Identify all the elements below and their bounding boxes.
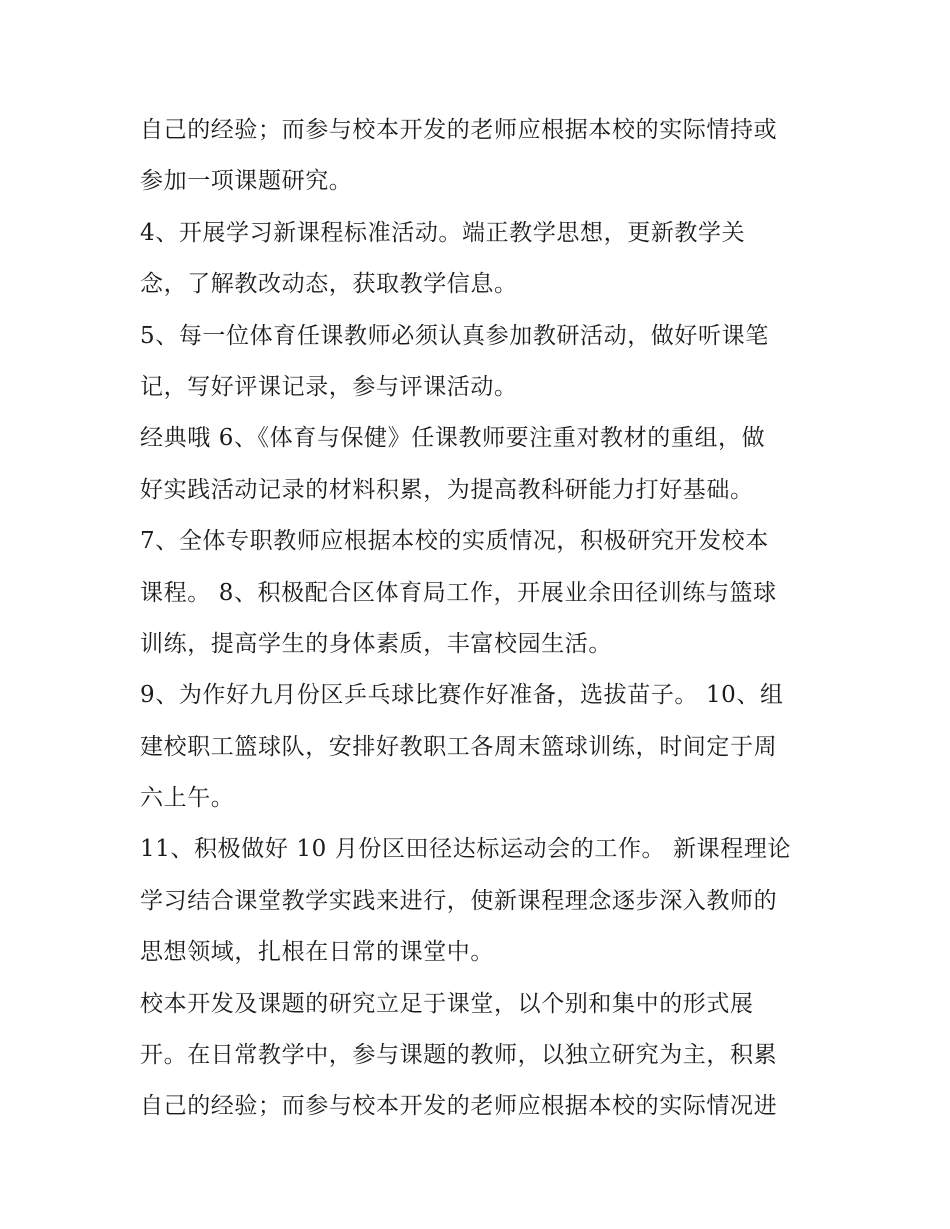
text-line: 5、每一位体育任课教师必须认真参加教研活动，做好听课笔 (140, 322, 769, 349)
text-line: 记，写好评课记录，参与评课活动。 (140, 373, 518, 400)
text-line: 11、积极做好 10 月份区田径达标运动会的工作。 新课程理论 (140, 836, 792, 863)
text-line: 建校职工篮球队，安排好教职工各周末篮球训练，时间定于周 (140, 733, 778, 760)
text-line: 4、开展学习新课程标准活动。端正教学思想，更新教学关 (140, 219, 746, 246)
text-line: 开。在日常教学中，参与课题的教师，以独立研究为主，积累 (140, 1042, 778, 1069)
text-line: 7、全体专职教师应根据本校的实质情况，积极研究开发校本 (140, 528, 769, 555)
text-line: 校本开发及课题的研究立足于课堂，以个别和集中的形式展 (140, 990, 754, 1017)
text-line: 自己的经验；而参与校本开发的老师应根据本校的实际情况进 (140, 1093, 778, 1120)
text-line: 学习结合课堂教学实践来进行，使新课程理念逐步深入教师的 (140, 887, 778, 914)
text-line: 念，了解教改动态，获取教学信息。 (140, 271, 518, 298)
text-line: 自己的经验；而参与校本开发的老师应根据本校的实际情持或 (140, 117, 778, 143)
text-line: 思想领域，扎根在日常的课堂中。 (140, 939, 494, 966)
text-line: 参加一项课题研究。 (140, 168, 353, 195)
text-line: 9、为作好九月份区乒乓球比赛作好准备，选拔苗子。 10、组 (140, 682, 784, 709)
text-line: 经典哦 6、《体育与保健》任课教师要注重对教材的重组，做 (140, 425, 766, 452)
text-line: 课程。 8、积极配合区体育局工作，开展业余田径训练与篮球 (140, 579, 777, 606)
text-line: 训练，提高学生的身体素质，丰富校园生活。 (140, 630, 612, 657)
document-body (140, 105, 820, 1133)
text-line: 六上午。 (140, 785, 235, 812)
text-line: 好实践活动记录的材料积累，为提高教科研能力打好基础。 (140, 476, 754, 503)
